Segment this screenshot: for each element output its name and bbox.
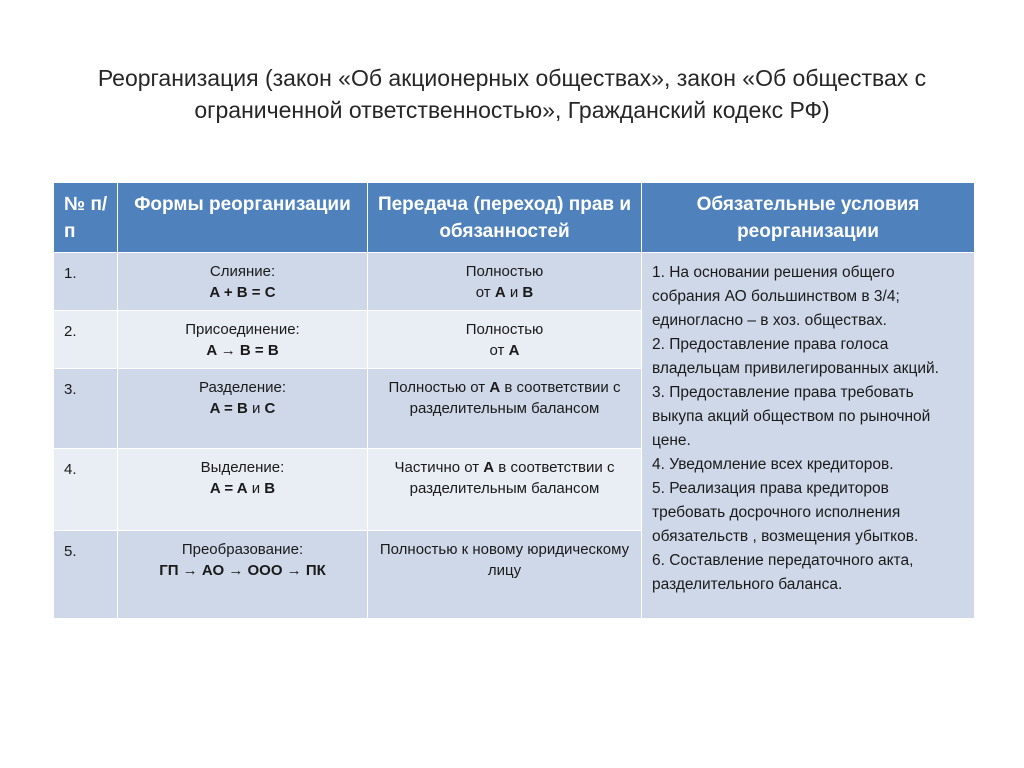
form-name: Присоединение:	[185, 321, 300, 338]
row-number: 5.	[54, 531, 118, 619]
reorganization-form	[118, 449, 368, 531]
condition-item: 5. Реализация права кредиторов требовать досрочного исполнения обязательств , возмещения убытков.	[652, 480, 919, 545]
conditions-cell	[642, 253, 975, 619]
form-name: Преобразование:	[181, 541, 304, 558]
row-number: 3.	[54, 369, 118, 449]
reorganization-form	[118, 253, 368, 311]
form-formula: A = A и B	[209, 480, 276, 497]
form-formula: A = B и C	[209, 400, 276, 417]
row-number: 2.	[54, 311, 118, 369]
condition-item: 2. Предоставление права голоса владельцам привилегированных акций.	[652, 336, 939, 377]
row-number: 4.	[54, 449, 118, 531]
form-name: Выделение:	[200, 459, 285, 476]
table-row	[54, 253, 975, 311]
reorganization-table	[53, 182, 975, 619]
transfer-cell: Полностью от A	[368, 311, 642, 369]
form-formula: A → B = B	[206, 342, 279, 359]
header-num: № п/п	[54, 183, 118, 253]
transfer-cell: Полностью от A в соответствии с разделительным балансом	[368, 369, 642, 449]
reorganization-form	[118, 311, 368, 369]
header-transfer: Передача (переход) прав и обязанностей	[368, 183, 642, 253]
header-forms: Формы реорганизации	[118, 183, 368, 253]
transfer-cell: Частично от A в соответствии с разделительным балансом	[368, 449, 642, 531]
reorganization-form	[118, 531, 368, 619]
table-header-row	[54, 183, 975, 253]
reorganization-form	[118, 369, 368, 449]
condition-item: 3. Предоставление права требовать выкупа акций обществом по рыночной цене.	[652, 384, 931, 449]
condition-item: 1. На основании решения общего собрания АО большинством в 3/4; единогласно – в хоз. обществах.	[652, 264, 900, 329]
transfer-cell: Полностью к новому юридическому лицу	[368, 531, 642, 619]
slide-title: Реорганизация (закон «Об акционерных обществах», закон «Об обществах с ограниченной ответственностью», Гражданский кодекс РФ)	[97, 65, 927, 123]
condition-item: 6. Составление передаточного акта, разделительного баланса.	[652, 552, 914, 593]
form-formula: A + B = C	[209, 284, 276, 301]
transfer-cell: Полностью от A и B	[368, 253, 642, 311]
condition-item: 4. Уведомление всех кредиторов.	[652, 456, 894, 473]
form-formula: ГП → АО → ООО → ПК	[159, 562, 326, 579]
form-name: Слияние:	[209, 263, 276, 280]
row-number: 1.	[54, 253, 118, 311]
form-name: Разделение:	[198, 379, 287, 396]
header-conditions: Обязательные условия реорганизации	[642, 183, 975, 253]
